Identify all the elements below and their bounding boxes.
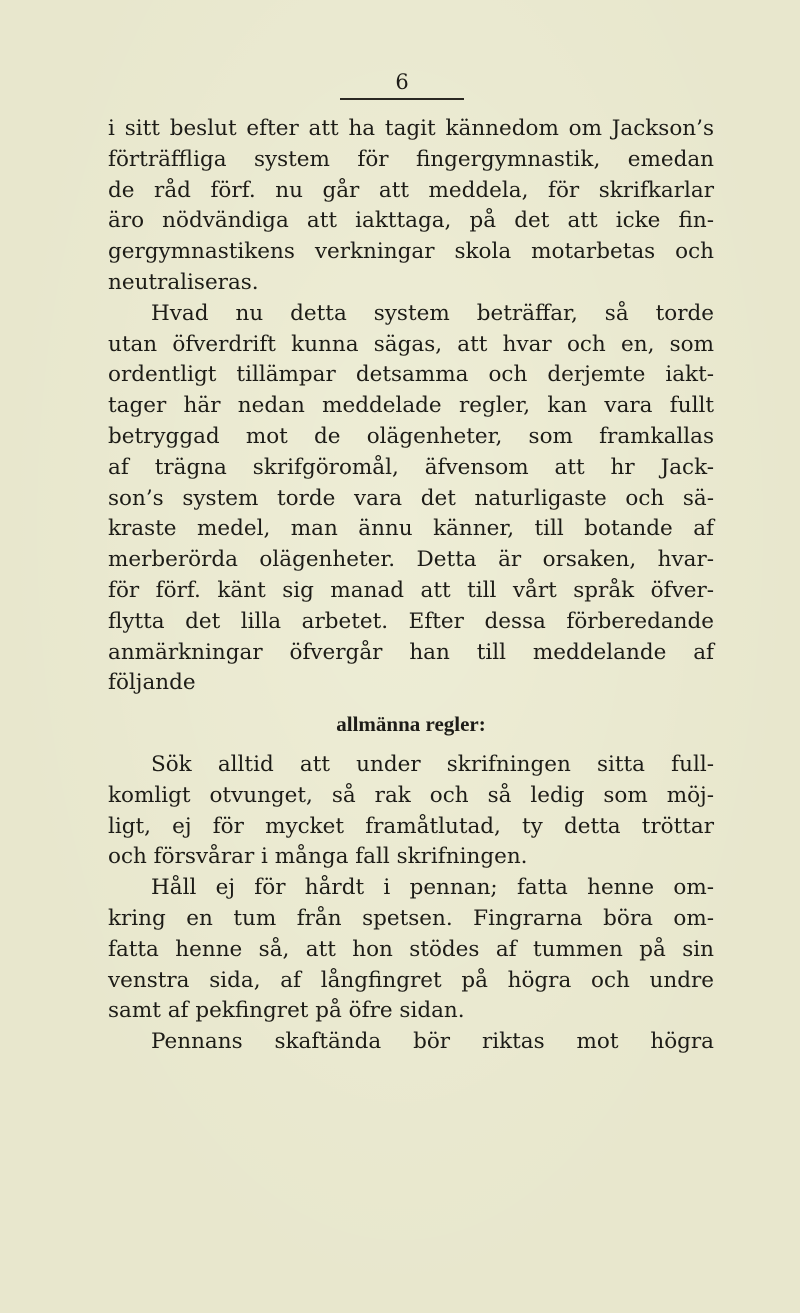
text-line: flytta det lilla arbetet. Efter dessa förberedande — [108, 608, 714, 634]
text-line: Sök alltid att under skrifningen sitta full- — [151, 751, 714, 777]
text-line: Pennans skaftända bör riktas mot högra — [151, 1029, 714, 1055]
page-number: 6 — [395, 70, 409, 94]
text-line: de råd förf. nu går att meddela, för skrifkarlar — [108, 177, 714, 203]
text-line: och försvårar i många fall skrifningen. — [108, 844, 528, 870]
section-heading: allmänna regler: — [336, 712, 486, 737]
text-line: kraste medel, man ännu känner, till botande af — [108, 516, 714, 542]
text-line: utan öfverdrift kunna sägas, att hvar och en, som — [108, 331, 714, 357]
text-line: ordentligt tillämpar detsamma och derjemte iakt- — [108, 362, 714, 388]
text-line: neutraliseras. — [108, 269, 259, 295]
text-line: betryggad mot de olägenheter, som framkallas — [108, 423, 714, 449]
text-line: tager här nedan meddelade regler, kan vara fullt — [108, 393, 714, 419]
text-line: Hvad nu detta system beträffar, så torde — [151, 300, 714, 326]
text-line: Håll ej för hårdt i pennan; fatta henne om- — [151, 875, 714, 901]
text-line: af trägna skrifgöromål, äfvensom att hr Jack- — [108, 454, 714, 480]
text-line: samt af pekfingret på öfre sidan. — [108, 998, 465, 1024]
page-header — [340, 70, 464, 94]
text-line: anmärkningar öfvergår han till meddelande af — [108, 639, 714, 665]
text-line: fatta henne så, att hon stödes af tummen på sin — [108, 936, 714, 962]
text-line: son’s system torde vara det naturligaste och sä- — [108, 485, 714, 511]
text-line: följande — [108, 670, 196, 696]
text-line: venstra sida, af långfingret på högra och undre — [108, 967, 714, 993]
text-line: ligt, ej för mycket framåtlutad, ty detta tröttar — [108, 813, 714, 839]
text-line: merberörda olägenheter. Detta är orsaken, hvar- — [108, 547, 714, 573]
text-line: för förf. känt sig manad att till vårt språk öfver- — [108, 577, 714, 603]
text-line: komligt otvunget, så rak och så ledig som möj- — [108, 782, 714, 808]
text-line: kring en tum från spetsen. Fingrarna böra om- — [108, 905, 714, 931]
text-line: i sitt beslut efter att ha tagit kännedom om Jackson’s — [108, 116, 714, 141]
text-line: förträffliga system för fingergymnastik, emedan — [108, 146, 714, 172]
text-line: gergymnastikens verkningar skola motarbetas och — [108, 239, 714, 265]
text-line: äro nödvändiga att iakttaga, på det att icke fin- — [108, 208, 714, 234]
body-text — [108, 114, 714, 1058]
header-rule — [340, 98, 464, 100]
